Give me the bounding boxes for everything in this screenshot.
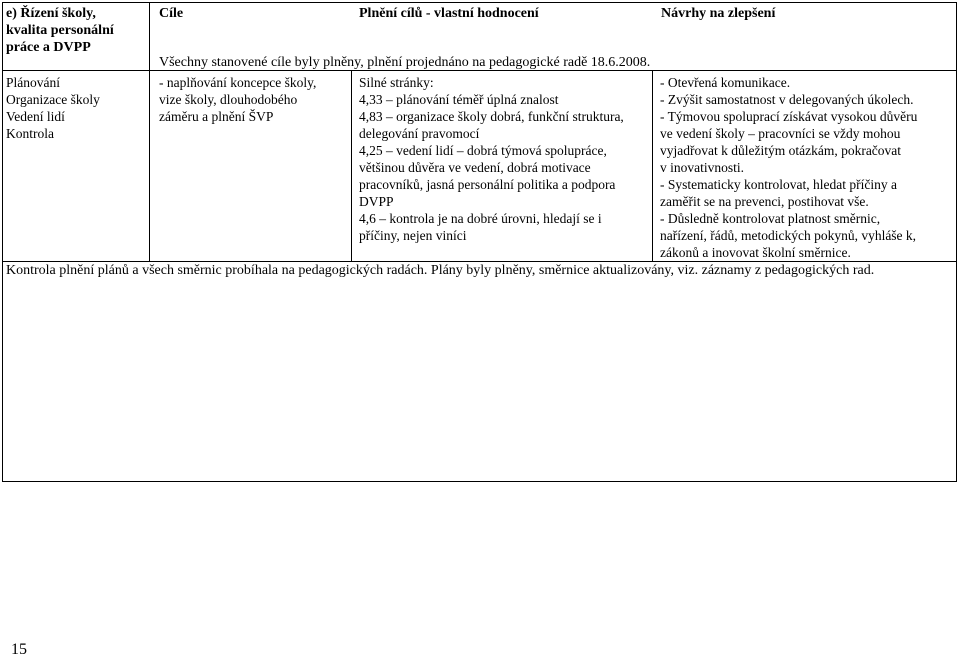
proposal-line-9: - Důsledně kontrolovat platnost směrnic,	[660, 211, 881, 226]
evaluation-line-10: příčiny, nejen viníci	[359, 228, 467, 243]
evaluation-line-5: 4,25 – vedení lidí – dobrá týmová spolupráce,	[359, 143, 607, 158]
evaluation-line-2: 4,33 – plánování téměř úplná znalost	[359, 92, 559, 107]
proposal-line-1: - Otevřená komunikace.	[660, 75, 791, 90]
evaluation-line-3: 4,83 – organizace školy dobrá, funkční struktura,	[359, 109, 624, 124]
column-header-evaluation: Plnění cílů - vlastní hodnocení	[359, 6, 539, 21]
summary-row-text: Všechny stanovené cíle byly plněny, plnění projednáno na pedagogické radě 18.6.2008.	[159, 55, 651, 70]
column-header-proposals: Návrhy na zlepšení	[661, 6, 776, 21]
area-planning: Plánování	[6, 75, 60, 90]
area-organization: Organizace školy	[6, 92, 100, 107]
proposal-line-4: ve vedení školy – pracovníci se vždy mohou	[660, 126, 901, 141]
evaluation-line-6: většinou důvěra ve vedení, dobrá motivace	[359, 160, 591, 175]
evaluation-line-9: 4,6 – kontrola je na dobré úrovni, hledají se i	[359, 211, 602, 226]
goals-line-2: vize školy, dlouhodobého	[159, 92, 298, 107]
proposal-line-10: nařízení, řádů, metodických pokynů, vyhláše k,	[660, 228, 917, 243]
proposal-line-5: vyjadřovat k důležitým otázkám, pokračovat	[660, 143, 902, 158]
page-number: 15	[11, 641, 27, 658]
goals-line-1: - naplňování koncepce školy,	[159, 75, 317, 90]
footer-note: Kontrola plnění plánů a všech směrnic probíhala na pedagogických radách. Plány byly plněny, směrnice aktualizovány, viz. záznamy z pedagogických rad.	[6, 263, 875, 278]
area-control: Kontrola	[6, 126, 54, 141]
proposal-line-3: - Týmovou spoluprací získávat vysokou důvěru	[660, 109, 918, 124]
col-divider-1	[149, 2, 150, 261]
evaluation-line-8: DVPP	[359, 194, 394, 209]
evaluation-line-4: delegování pravomocí	[359, 126, 480, 141]
goals-line-3: záměru a plnění ŠVP	[159, 109, 274, 124]
proposal-line-8: zaměřit se na prevenci, postihovat vše.	[660, 194, 869, 209]
section-heading-line-2: kvalita personální	[6, 23, 114, 38]
section-heading-line-1: e) Řízení školy,	[6, 6, 96, 21]
proposal-line-11: zákonů a inovovat školní směrnice.	[660, 245, 851, 260]
area-leadership: Vedení lidí	[6, 109, 65, 124]
section-heading-line-3: práce a DVPP	[6, 40, 91, 55]
col-divider-3	[652, 70, 653, 261]
column-header-goals: Cíle	[159, 6, 184, 21]
proposal-line-7: - Systematicky kontrolovat, hledat příčiny a	[660, 177, 897, 192]
evaluation-line-1: Silné stránky:	[359, 75, 434, 90]
col-divider-2	[351, 70, 352, 261]
proposal-line-6: v inovativnosti.	[660, 160, 744, 175]
evaluation-line-7: pracovníků, jasná personální politika a podpora	[359, 177, 616, 192]
proposal-line-2: - Zvýšit samostatnost v delegovaných úkolech.	[660, 92, 914, 107]
